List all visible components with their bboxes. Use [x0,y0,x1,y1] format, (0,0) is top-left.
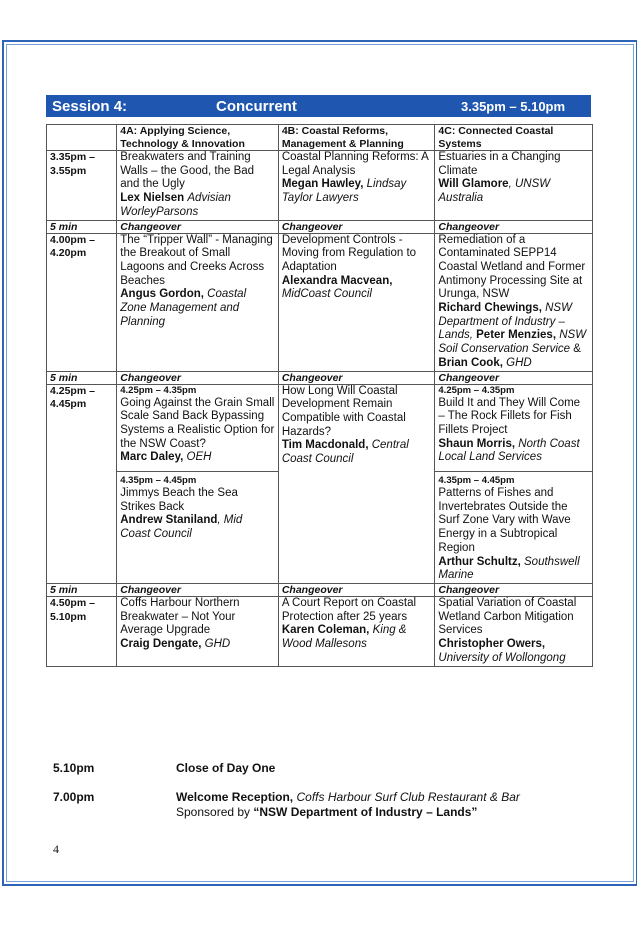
changeover-duration: 5 min [47,371,117,384]
speaker-name: Arthur Schultz, [438,555,521,568]
speaker-org: OEH [186,451,212,464]
sponsor-name: “NSW Department of Industry – Lands” [253,805,478,819]
speaker-name: Andrew Staniland [120,514,218,527]
speaker-name: Richard Chewings, [438,302,542,315]
page-number: 4 [53,842,59,856]
speaker-name: Brian Cook, [438,356,503,369]
column-header-4a: 4A: Applying Science, Technology & Innovation [117,125,279,151]
speaker-org: MidCoast Council [281,288,372,301]
table-row [47,151,593,221]
talk-cell [117,596,279,666]
speaker-name: Will Glamore [438,178,509,191]
speaker-name: Marc Daley, [120,451,184,464]
speaker-org: University of Wollongong [438,651,566,664]
speaker-org: Advisian WorleyParsons [120,192,231,218]
changeover-label: Changeover [435,220,593,233]
talk-cell [435,596,593,666]
speaker-org: GHD [204,638,231,651]
talk-title: How Long Will Coastal Development Remain Compatible with Coastal Hazards? [281,384,406,438]
session-time: 3.35pm – 5.10pm [461,98,566,114]
changeover-label: Changeover [278,371,435,384]
changeover-row [47,220,593,233]
changeover-label: Changeover [278,220,435,233]
talk-title: The “Tripper Wall” - Managing the Breakout of Small Lagoons and Creeks Across Beaches [120,233,273,287]
table-row [47,384,593,583]
speaker-name: Karen Coleman, [281,624,370,637]
speaker-separator: & [570,343,581,356]
changeover-label: Changeover [117,583,279,596]
speaker-name: Tim Macdonald, [281,439,369,452]
changeover-row [47,371,593,384]
subslot-time: 4.35pm – 4.45pm [120,475,197,487]
table-row [47,596,593,666]
changeover-label: Changeover [117,371,279,384]
column-header-4b: 4B: Coastal Reforms, Management & Planning [278,125,435,151]
speaker-org: , UNSW Australia [438,178,551,205]
talk-cell [117,233,279,371]
speaker-name: Craig Dengate, [120,638,202,651]
talk-cell [435,233,593,371]
speaker-name: Peter Menzies, [476,329,557,342]
speaker-org: North Coast Local Land Services [438,437,580,464]
talk-title: Patterns of Fishes and Invertebrates Outside the Surf Zone Vary with Wave Energy in a Subtropical Region [438,487,571,554]
event-time: 7.00pm [53,790,95,804]
changeover-label: Changeover [117,220,279,233]
speaker-org: NSW Soil Conservation Service [438,329,587,356]
speaker-org: Coastal Zone Management and Planning [120,288,247,328]
talk-title: Remediation of a Contaminated SEPP14 Coastal Wetland and Former Antimony Processing Site at Urunga, NSW [438,233,586,301]
speaker-name: Christopher Owers, [438,638,546,651]
column-header-4c: 4C: Connected Coastal Systems [435,125,593,151]
speaker-name: Megan Hawley, [281,178,364,191]
talk-title: Going Against the Grain Small Scale Sand Back Bypassing Systems a Realistic Option for the NSW Coast? [120,396,275,450]
event-time: 5.10pm [53,761,95,775]
changeover-label: Changeover [435,371,593,384]
talk-title: A Court Report on Coastal Protection after 25 years [281,596,417,623]
speaker-org: NSW Department of Industry – Lands, [438,302,572,342]
talk-cell [117,151,279,221]
subslot [435,471,592,583]
talk-cell [278,596,435,666]
event-title: Welcome Reception, [176,790,294,804]
changeover-duration: 5 min [47,220,117,233]
talk-cell [435,384,593,583]
sponsor-prefix: Sponsored by [176,805,254,819]
header-time-cell [47,125,117,151]
subslot-time: 4.35pm – 4.45pm [438,475,515,487]
talk-title: Development Controls - Moving from Regulation to Adaptation [281,233,417,273]
changeover-label: Changeover [435,583,593,596]
talk-cell [278,384,435,583]
talk-title: Coffs Harbour Northern Breakwater – Not Your Average Upgrade [120,596,240,637]
slot-time: 4.00pm – 4.20pm [47,233,117,371]
talk-cell [117,384,279,583]
event-venue: Coffs Harbour Surf Club Restaurant & Bar [296,790,520,804]
talk-title: Estuaries in a Changing Climate [438,151,561,177]
talk-title: Spatial Variation of Coastal Wetland Carbon Mitigation Services [438,596,577,637]
speaker-org: Central Coast Council [281,439,409,466]
talk-cell [435,151,593,221]
table-header-row [47,125,593,151]
talk-title: Build It and They Will Come – The Rock Fillets for Fish Fillets Project [438,396,581,436]
session-header [46,95,591,117]
event-details [176,790,520,820]
changeover-label: Changeover [278,583,435,596]
talk-cell [278,233,435,371]
session-type: Concurrent [216,97,297,115]
speaker-org: , Mid Coast Council [120,514,243,541]
speaker-org: Southswell Marine [438,555,580,582]
speaker-name: Lex Nielsen [120,192,185,205]
subslot [117,471,278,542]
event-title: Close of Day One [176,761,276,775]
changeover-duration: 5 min [47,583,117,596]
talk-title: Coastal Planning Reforms: A Legal Analysis [281,151,429,177]
slot-time: 4.25pm – 4.45pm [47,384,117,583]
talk-title: Jimmys Beach the Sea Strikes Back [120,487,238,513]
talk-cell [278,151,435,221]
speaker-org: GHD [506,356,532,369]
speaker-name: Shaun Morris, [438,437,516,450]
slot-time: 4.50pm – 5.10pm [47,596,117,666]
subslot-time: 4.25pm – 4.35pm [120,384,197,396]
speaker-org: Lindsay Taylor Lawyers [281,178,407,205]
program-table [46,124,593,667]
subslot-time: 4.25pm – 4.35pm [438,384,515,396]
speaker-name: Alexandra Macvean, [281,274,393,287]
changeover-row [47,583,593,596]
talk-title: Breakwaters and Training Walls – the Good, the Bad and the Ugly [120,151,255,191]
table-row [47,233,593,371]
session-label: Session 4: [52,97,128,115]
speaker-org: King & Wood Mallesons [281,624,407,651]
speaker-name: Angus Gordon, [120,288,204,301]
slot-time: 3.35pm – 3.55pm [47,151,117,221]
